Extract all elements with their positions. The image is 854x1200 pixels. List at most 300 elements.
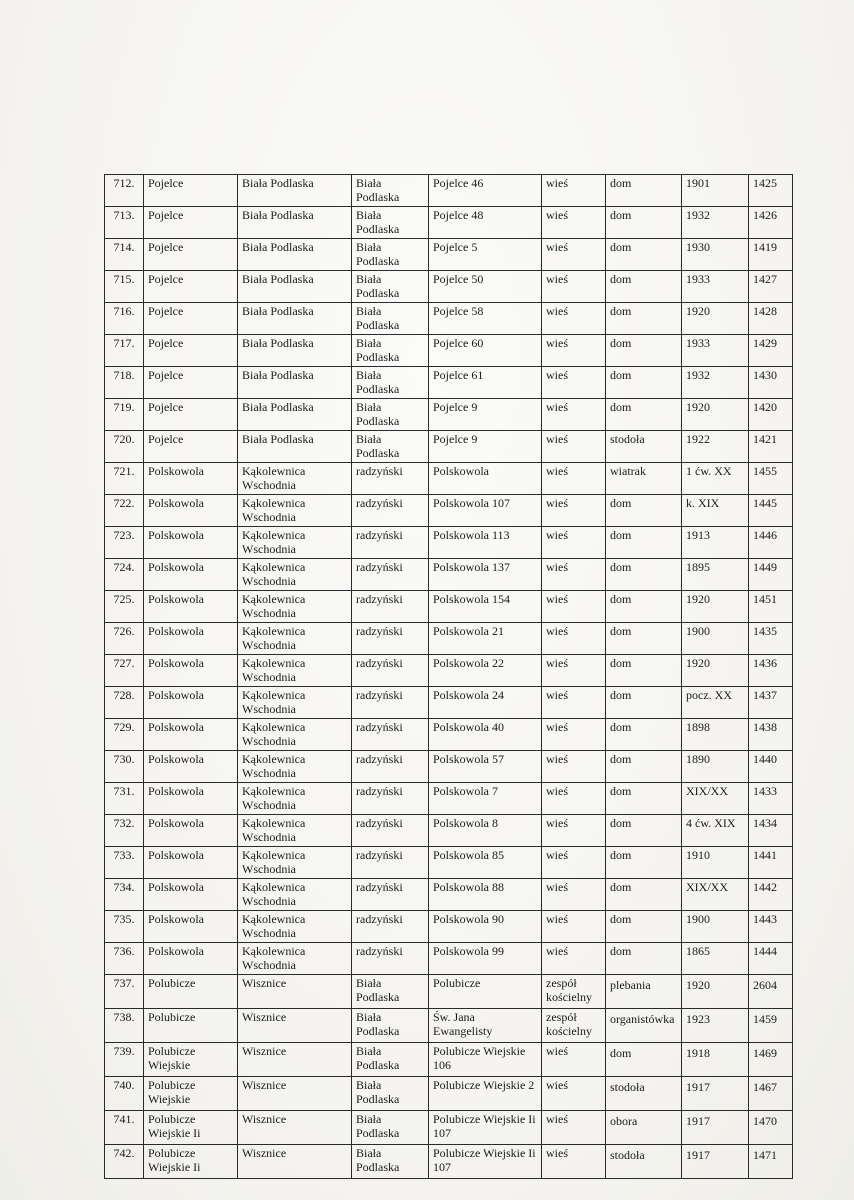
row-number: 712.: [105, 175, 144, 207]
register-id-cell: 1442: [749, 879, 793, 911]
register-id-cell: 1434: [749, 815, 793, 847]
dating-cell: 1917: [682, 1077, 749, 1111]
dating-cell: 1901: [682, 175, 749, 207]
table-row: [105, 463, 793, 495]
register-id-cell: 1471: [749, 1145, 793, 1179]
register-id-cell: 1428: [749, 303, 793, 335]
address-cell: Polskowola: [429, 463, 542, 495]
commune-cell: Wisznice: [238, 1111, 352, 1145]
settlement-type-cell: wieś: [542, 207, 606, 239]
county-cell: Biała Podlaska: [352, 271, 429, 303]
table-row: [105, 687, 793, 719]
county-cell: Biała Podlaska: [352, 1145, 429, 1179]
row-number: 718.: [105, 367, 144, 399]
object-type-cell: dom: [606, 911, 682, 943]
object-type-cell: dom: [606, 207, 682, 239]
locality-cell: Polskowola: [144, 495, 238, 527]
table-row: [105, 239, 793, 271]
object-type-cell: dom: [606, 751, 682, 783]
commune-cell: Wisznice: [238, 1077, 352, 1111]
county-cell: Biała Podlaska: [352, 975, 429, 1009]
table-row: [105, 1111, 793, 1145]
dating-cell: 4 ćw. XIX: [682, 815, 749, 847]
settlement-type-cell: wieś: [542, 431, 606, 463]
commune-cell: Kąkolewnica Wschodnia: [238, 815, 352, 847]
commune-cell: Biała Podlaska: [238, 399, 352, 431]
commune-cell: Wisznice: [238, 975, 352, 1009]
dating-cell: 1920: [682, 399, 749, 431]
settlement-type-cell: wieś: [542, 655, 606, 687]
object-type-cell: dom: [606, 239, 682, 271]
register-id-cell: 1427: [749, 271, 793, 303]
row-number: 729.: [105, 719, 144, 751]
settlement-type-cell: wieś: [542, 367, 606, 399]
commune-cell: Kąkolewnica Wschodnia: [238, 559, 352, 591]
settlement-type-cell: wieś: [542, 527, 606, 559]
county-cell: radzyński: [352, 719, 429, 751]
county-cell: radzyński: [352, 783, 429, 815]
row-number: 717.: [105, 335, 144, 367]
register-id-cell: 1446: [749, 527, 793, 559]
row-number: 736.: [105, 943, 144, 975]
row-number: 738.: [105, 1009, 144, 1043]
dating-cell: 1917: [682, 1145, 749, 1179]
county-cell: Biała Podlaska: [352, 335, 429, 367]
settlement-type-cell: wieś: [542, 271, 606, 303]
table-row: [105, 207, 793, 239]
locality-cell: Polskowola: [144, 815, 238, 847]
row-number: 733.: [105, 847, 144, 879]
monument-register-table: [104, 174, 793, 1179]
commune-cell: Kąkolewnica Wschodnia: [238, 495, 352, 527]
settlement-type-cell: zespół kościelny: [542, 975, 606, 1009]
commune-cell: Biała Podlaska: [238, 367, 352, 399]
dating-cell: k. XIX: [682, 495, 749, 527]
locality-cell: Polskowola: [144, 591, 238, 623]
object-type-cell: dom: [606, 175, 682, 207]
locality-cell: Polubicze: [144, 975, 238, 1009]
county-cell: Biała Podlaska: [352, 1043, 429, 1077]
table-row: [105, 1043, 793, 1077]
commune-cell: Kąkolewnica Wschodnia: [238, 687, 352, 719]
settlement-type-cell: wieś: [542, 751, 606, 783]
table-row: [105, 367, 793, 399]
register-id-cell: 1444: [749, 943, 793, 975]
dating-cell: 1932: [682, 207, 749, 239]
register-id-cell: 1445: [749, 495, 793, 527]
county-cell: Biała Podlaska: [352, 431, 429, 463]
object-type-cell: dom: [606, 623, 682, 655]
county-cell: radzyński: [352, 751, 429, 783]
commune-cell: Kąkolewnica Wschodnia: [238, 751, 352, 783]
county-cell: radzyński: [352, 591, 429, 623]
address-cell: Polubicze Wiejskie 106: [429, 1043, 542, 1077]
settlement-type-cell: wieś: [542, 1043, 606, 1077]
address-cell: Polubicze Wiejskie Ii 107: [429, 1145, 542, 1179]
address-cell: Polubicze Wiejskie 2: [429, 1077, 542, 1111]
commune-cell: Wisznice: [238, 1043, 352, 1077]
row-number: 719.: [105, 399, 144, 431]
row-number: 725.: [105, 591, 144, 623]
commune-cell: Kąkolewnica Wschodnia: [238, 943, 352, 975]
county-cell: Biała Podlaska: [352, 1111, 429, 1145]
dating-cell: XIX/XX: [682, 879, 749, 911]
county-cell: radzyński: [352, 463, 429, 495]
county-cell: radzyński: [352, 847, 429, 879]
address-cell: Polubicze: [429, 975, 542, 1009]
dating-cell: 1930: [682, 239, 749, 271]
county-cell: radzyński: [352, 943, 429, 975]
object-type-cell: dom: [606, 527, 682, 559]
settlement-type-cell: wieś: [542, 591, 606, 623]
address-cell: Polskowola 137: [429, 559, 542, 591]
dating-cell: 1910: [682, 847, 749, 879]
address-cell: Polskowola 107: [429, 495, 542, 527]
row-number: 728.: [105, 687, 144, 719]
row-number: 720.: [105, 431, 144, 463]
commune-cell: Kąkolewnica Wschodnia: [238, 911, 352, 943]
address-cell: Polskowola 24: [429, 687, 542, 719]
county-cell: radzyński: [352, 527, 429, 559]
register-id-cell: 1459: [749, 1009, 793, 1043]
locality-cell: Polskowola: [144, 687, 238, 719]
commune-cell: Kąkolewnica Wschodnia: [238, 655, 352, 687]
dating-cell: 1900: [682, 911, 749, 943]
row-number: 715.: [105, 271, 144, 303]
row-number: 731.: [105, 783, 144, 815]
settlement-type-cell: wieś: [542, 1077, 606, 1111]
county-cell: Biała Podlaska: [352, 1009, 429, 1043]
object-type-cell: wiatrak: [606, 463, 682, 495]
locality-cell: Polskowola: [144, 911, 238, 943]
object-type-cell: dom: [606, 271, 682, 303]
address-cell: Pojelce 9: [429, 431, 542, 463]
object-type-cell: dom: [606, 559, 682, 591]
table-row: [105, 303, 793, 335]
address-cell: Polskowola 88: [429, 879, 542, 911]
commune-cell: Biała Podlaska: [238, 303, 352, 335]
locality-cell: Polubicze Wiejskie Ii: [144, 1111, 238, 1145]
table-row: [105, 175, 793, 207]
object-type-cell: stodoła: [606, 431, 682, 463]
locality-cell: Polskowola: [144, 527, 238, 559]
dating-cell: 1922: [682, 431, 749, 463]
object-type-cell: dom: [606, 879, 682, 911]
object-type-cell: dom: [606, 719, 682, 751]
commune-cell: Kąkolewnica Wschodnia: [238, 783, 352, 815]
table-row: [105, 1077, 793, 1111]
county-cell: radzyński: [352, 911, 429, 943]
address-cell: Polskowola 40: [429, 719, 542, 751]
row-number: 721.: [105, 463, 144, 495]
row-number: 742.: [105, 1145, 144, 1179]
settlement-type-cell: wieś: [542, 463, 606, 495]
table-row: [105, 431, 793, 463]
row-number: 737.: [105, 975, 144, 1009]
commune-cell: Wisznice: [238, 1009, 352, 1043]
locality-cell: Polskowola: [144, 847, 238, 879]
address-cell: Polskowola 85: [429, 847, 542, 879]
register-id-cell: 1455: [749, 463, 793, 495]
dating-cell: 1918: [682, 1043, 749, 1077]
dating-cell: 1923: [682, 1009, 749, 1043]
object-type-cell: dom: [606, 847, 682, 879]
settlement-type-cell: wieś: [542, 495, 606, 527]
row-number: 727.: [105, 655, 144, 687]
settlement-type-cell: wieś: [542, 175, 606, 207]
object-type-cell: dom: [606, 367, 682, 399]
settlement-type-cell: wieś: [542, 303, 606, 335]
county-cell: Biała Podlaska: [352, 367, 429, 399]
register-id-cell: 1419: [749, 239, 793, 271]
settlement-type-cell: wieś: [542, 943, 606, 975]
register-id-cell: 2604: [749, 975, 793, 1009]
dating-cell: 1898: [682, 719, 749, 751]
table-row: [105, 879, 793, 911]
register-id-cell: 1426: [749, 207, 793, 239]
table-row: [105, 271, 793, 303]
row-number: 716.: [105, 303, 144, 335]
commune-cell: Kąkolewnica Wschodnia: [238, 623, 352, 655]
address-cell: Pojelce 5: [429, 239, 542, 271]
settlement-type-cell: wieś: [542, 1145, 606, 1179]
commune-cell: Kąkolewnica Wschodnia: [238, 847, 352, 879]
table-row: [105, 655, 793, 687]
locality-cell: Polskowola: [144, 751, 238, 783]
table-row: [105, 943, 793, 975]
dating-cell: 1 ćw. XX: [682, 463, 749, 495]
row-number: 741.: [105, 1111, 144, 1145]
table-row: [105, 815, 793, 847]
address-cell: Polskowola 154: [429, 591, 542, 623]
register-id-cell: 1435: [749, 623, 793, 655]
county-cell: Biała Podlaska: [352, 207, 429, 239]
dating-cell: XIX/XX: [682, 783, 749, 815]
commune-cell: Wisznice: [238, 1145, 352, 1179]
locality-cell: Polskowola: [144, 879, 238, 911]
table-row: [105, 335, 793, 367]
object-type-cell: plebania: [606, 975, 682, 1009]
table-row: [105, 847, 793, 879]
register-id-cell: 1433: [749, 783, 793, 815]
table-row: [105, 591, 793, 623]
register-id-cell: 1469: [749, 1043, 793, 1077]
address-cell: Pojelce 9: [429, 399, 542, 431]
settlement-type-cell: wieś: [542, 399, 606, 431]
address-cell: Polubicze Wiejskie Ii 107: [429, 1111, 542, 1145]
county-cell: Biała Podlaska: [352, 239, 429, 271]
address-cell: Polskowola 8: [429, 815, 542, 847]
address-cell: Polskowola 57: [429, 751, 542, 783]
table-row: [105, 623, 793, 655]
county-cell: radzyński: [352, 815, 429, 847]
object-type-cell: dom: [606, 687, 682, 719]
table-row: [105, 1009, 793, 1043]
locality-cell: Polskowola: [144, 559, 238, 591]
object-type-cell: stodoła: [606, 1077, 682, 1111]
object-type-cell: dom: [606, 399, 682, 431]
register-id-cell: 1451: [749, 591, 793, 623]
address-cell: Polskowola 113: [429, 527, 542, 559]
object-type-cell: dom: [606, 815, 682, 847]
register-id-cell: 1421: [749, 431, 793, 463]
register-id-cell: 1449: [749, 559, 793, 591]
register-id-cell: 1429: [749, 335, 793, 367]
dating-cell: 1932: [682, 367, 749, 399]
settlement-type-cell: wieś: [542, 847, 606, 879]
dating-cell: 1933: [682, 335, 749, 367]
dating-cell: 1890: [682, 751, 749, 783]
address-cell: Pojelce 46: [429, 175, 542, 207]
object-type-cell: dom: [606, 783, 682, 815]
locality-cell: Pojelce: [144, 175, 238, 207]
locality-cell: Pojelce: [144, 431, 238, 463]
address-cell: Pojelce 60: [429, 335, 542, 367]
table-row: [105, 783, 793, 815]
settlement-type-cell: wieś: [542, 623, 606, 655]
table-row: [105, 1145, 793, 1179]
dating-cell: 1933: [682, 271, 749, 303]
settlement-type-cell: wieś: [542, 911, 606, 943]
commune-cell: Kąkolewnica Wschodnia: [238, 527, 352, 559]
row-number: 740.: [105, 1077, 144, 1111]
settlement-type-cell: wieś: [542, 719, 606, 751]
locality-cell: Pojelce: [144, 303, 238, 335]
commune-cell: Kąkolewnica Wschodnia: [238, 463, 352, 495]
settlement-type-cell: wieś: [542, 239, 606, 271]
dating-cell: 1913: [682, 527, 749, 559]
address-cell: Pojelce 48: [429, 207, 542, 239]
county-cell: Biała Podlaska: [352, 303, 429, 335]
locality-cell: Polskowola: [144, 623, 238, 655]
address-cell: Polskowola 22: [429, 655, 542, 687]
locality-cell: Pojelce: [144, 335, 238, 367]
row-number: 730.: [105, 751, 144, 783]
settlement-type-cell: zespół kościelny: [542, 1009, 606, 1043]
county-cell: Biała Podlaska: [352, 175, 429, 207]
table-row: [105, 719, 793, 751]
dating-cell: 1920: [682, 655, 749, 687]
address-cell: Polskowola 7: [429, 783, 542, 815]
county-cell: radzyński: [352, 623, 429, 655]
settlement-type-cell: wieś: [542, 335, 606, 367]
commune-cell: Biała Podlaska: [238, 207, 352, 239]
object-type-cell: dom: [606, 591, 682, 623]
dating-cell: pocz. XX: [682, 687, 749, 719]
locality-cell: Polubicze Wiejskie: [144, 1043, 238, 1077]
object-type-cell: dom: [606, 303, 682, 335]
register-id-cell: 1425: [749, 175, 793, 207]
object-type-cell: obora: [606, 1111, 682, 1145]
row-number: 735.: [105, 911, 144, 943]
county-cell: Biała Podlaska: [352, 1077, 429, 1111]
register-id-cell: 1437: [749, 687, 793, 719]
table-row: [105, 527, 793, 559]
object-type-cell: dom: [606, 655, 682, 687]
locality-cell: Polubicze Wiejskie Ii: [144, 1145, 238, 1179]
locality-cell: Polskowola: [144, 719, 238, 751]
register-id-cell: 1436: [749, 655, 793, 687]
dating-cell: 1920: [682, 975, 749, 1009]
locality-cell: Polubicze Wiejskie: [144, 1077, 238, 1111]
county-cell: radzyński: [352, 655, 429, 687]
settlement-type-cell: wieś: [542, 559, 606, 591]
register-id-cell: 1440: [749, 751, 793, 783]
register-id-cell: 1430: [749, 367, 793, 399]
object-type-cell: dom: [606, 335, 682, 367]
row-number: 734.: [105, 879, 144, 911]
county-cell: radzyński: [352, 879, 429, 911]
register-id-cell: 1443: [749, 911, 793, 943]
commune-cell: Biała Podlaska: [238, 175, 352, 207]
commune-cell: Biała Podlaska: [238, 239, 352, 271]
row-number: 713.: [105, 207, 144, 239]
county-cell: Biała Podlaska: [352, 399, 429, 431]
commune-cell: Biała Podlaska: [238, 431, 352, 463]
table-row: [105, 559, 793, 591]
locality-cell: Pojelce: [144, 399, 238, 431]
locality-cell: Pojelce: [144, 207, 238, 239]
commune-cell: Kąkolewnica Wschodnia: [238, 879, 352, 911]
address-cell: Pojelce 50: [429, 271, 542, 303]
commune-cell: Kąkolewnica Wschodnia: [238, 719, 352, 751]
object-type-cell: dom: [606, 1043, 682, 1077]
object-type-cell: dom: [606, 495, 682, 527]
row-number: 726.: [105, 623, 144, 655]
address-cell: Polskowola 99: [429, 943, 542, 975]
dating-cell: 1917: [682, 1111, 749, 1145]
register-id-cell: 1420: [749, 399, 793, 431]
settlement-type-cell: wieś: [542, 879, 606, 911]
address-cell: Pojelce 61: [429, 367, 542, 399]
row-number: 724.: [105, 559, 144, 591]
dating-cell: 1920: [682, 591, 749, 623]
county-cell: radzyński: [352, 495, 429, 527]
settlement-type-cell: wieś: [542, 1111, 606, 1145]
commune-cell: Biała Podlaska: [238, 271, 352, 303]
register-id-cell: 1438: [749, 719, 793, 751]
object-type-cell: stodoła: [606, 1145, 682, 1179]
table-row: [105, 911, 793, 943]
table-row: [105, 495, 793, 527]
address-cell: Polskowola 90: [429, 911, 542, 943]
commune-cell: Kąkolewnica Wschodnia: [238, 591, 352, 623]
address-cell: Polskowola 21: [429, 623, 542, 655]
row-number: 723.: [105, 527, 144, 559]
settlement-type-cell: wieś: [542, 815, 606, 847]
row-number: 739.: [105, 1043, 144, 1077]
dating-cell: 1920: [682, 303, 749, 335]
locality-cell: Polskowola: [144, 655, 238, 687]
table-row: [105, 399, 793, 431]
register-id-cell: 1441: [749, 847, 793, 879]
address-cell: Św. Jana Ewangelisty: [429, 1009, 542, 1043]
locality-cell: Pojelce: [144, 239, 238, 271]
county-cell: radzyński: [352, 687, 429, 719]
object-type-cell: organistówka: [606, 1009, 682, 1043]
table-row: [105, 751, 793, 783]
object-type-cell: dom: [606, 943, 682, 975]
dating-cell: 1900: [682, 623, 749, 655]
settlement-type-cell: wieś: [542, 687, 606, 719]
register-body: [105, 175, 793, 1179]
locality-cell: Polskowola: [144, 943, 238, 975]
settlement-type-cell: wieś: [542, 783, 606, 815]
register-id-cell: 1470: [749, 1111, 793, 1145]
address-cell: Pojelce 58: [429, 303, 542, 335]
row-number: 714.: [105, 239, 144, 271]
commune-cell: Biała Podlaska: [238, 335, 352, 367]
